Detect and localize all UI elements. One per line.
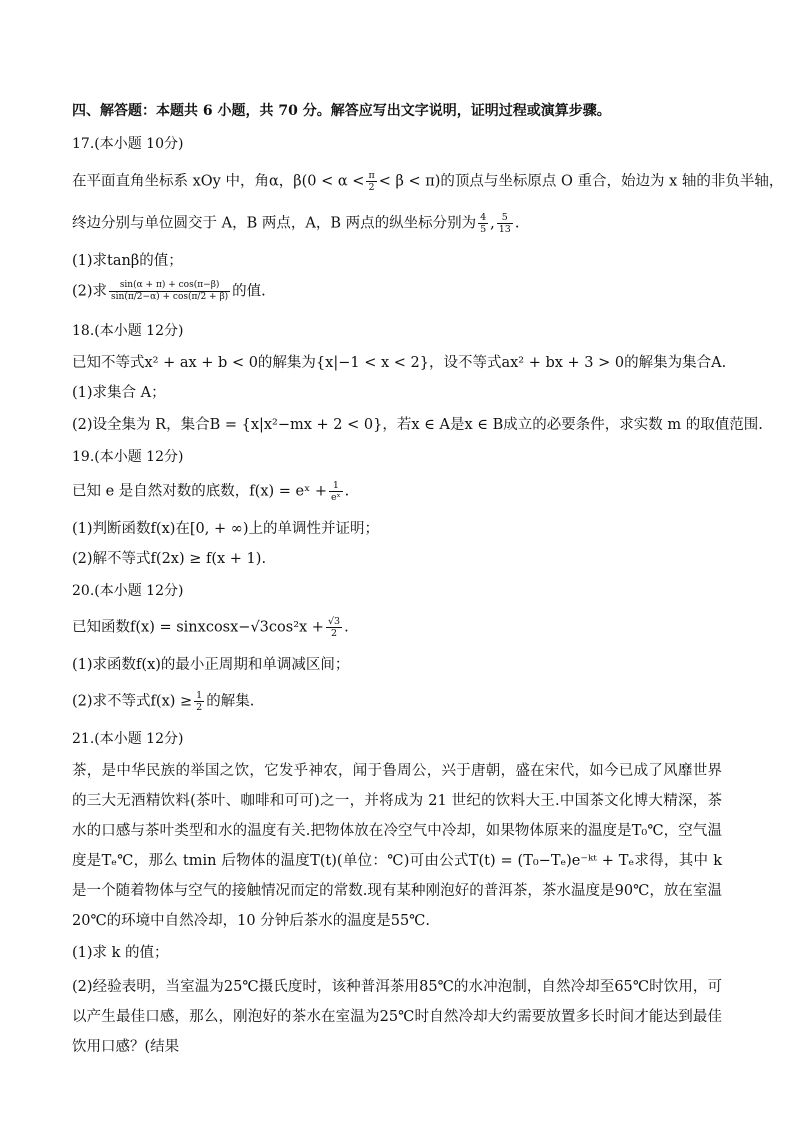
q17-part2: (2)求 $\frac{\sin(\alpha + \pi) + \cos(\pi-\beta)}{\sin(\pi/2-\alpha) + \cos(\pi/2 + \beta)}$ 的值. <box>72 280 266 302</box>
q17-frac-4-5: $\frac{4}{5}$ <box>480 212 487 235</box>
q19-title: 19.(本小题 12分) <box>72 449 184 465</box>
q20-frac-sqrt3-over-2: $\frac{√3}{2}$ <box>327 616 341 639</box>
q19-frac-1-over-ex: $\frac{1}{\text{eˣ}}$ <box>331 480 341 503</box>
q21-paragraph: 茶，是中华民族的举国之饮，它发乎神农，闻于鲁周公，兴于唐朝，盛在宋代，如今已成了风靡世界的三大无酒精饮料(茶叶、咖啡和可可)之一，并将成为 21 世纪的饮料大王.中国茶文化博大精深，茶水的口感与茶叶类型和水的温度有关.把物体放在冷空气中冷却，如果物体原来的温度是T₀℃，空气温度是Tₑ℃，那么 tmin 后物体的温度T(t)(单位：℃)可由公式T(t) = (T₀−Tₑ)e⁻ᵏᵗ + Tₑ求得，其中 k 是一个随着物体与空气的接触情况而定的常数.现有某种刚泡好的普洱茶，茶水温度是90℃，放在室温20℃的环境中自然冷却，10 分钟后茶水的温度是55℃. <box>72 763 722 929</box>
q19-line1: 已知 e 是自然对数的底数，f(x) = eˣ + $\frac{1}{\text{eˣ}}$ . <box>72 480 350 503</box>
q17-part2-fraction: $\frac{\sin(\alpha + \pi) + \cos(\pi-\beta)}{\sin(\pi/2-\alpha) + \cos(\pi/2 + \beta)}$ <box>111 280 229 302</box>
q18-line1: 已知不等式x² + ax + b < 0的解集为{x|−1 < x < 2}，设不等式ax² + bx + 3 > 0的解集为集合A. <box>72 355 727 371</box>
q21-title: 21.(本小题 12分) <box>72 731 184 747</box>
q19-part2: (2)解不等式f(2x) ≥ f(x + 1). <box>72 551 267 567</box>
q21-part2: (2)经验表明，当室温为25℃摄氏度时，该种普洱茶用85℃的水冲泡制，自然冷却至65℃时饮用，可以产生最佳口感，那么，刚泡好的茶水在室温为25℃时自然冷却大约需要放置多长时间才能达到最佳饮用口感？(结果 <box>72 979 722 1055</box>
q19-part1: (1)判断函数f(x)在[0, + ∞)上的单调性并证明； <box>72 521 379 537</box>
q17-frac-pi-over-2: $\frac{\pi}{2}$ <box>368 170 375 193</box>
q17-title: 17.(本小题 10分) <box>72 136 184 152</box>
q20-title: 20.(本小题 12分) <box>72 583 184 599</box>
q21-part1: (1)求 k 的值； <box>72 945 169 961</box>
q18-part2: (2)设全集为 R，集合B = {x|x²−mx + 2 < 0}，若x ∈ A是x ∈ B成立的必要条件，求实数 m 的取值范围. <box>72 417 763 433</box>
q17-line1: 在平面直角坐标系 xOy 中，角α，β(0 < α < $\frac{\pi}{2}$ < β < π)的顶点与坐标原点 O 重合，始边为 x 轴的非负半轴， <box>72 170 784 193</box>
q20-part1: (1)求函数f(x)的最小正周期和单调减区间； <box>72 657 350 673</box>
q17-line2: 终边分别与单位圆交于 A，B 两点，A，B 两点的纵坐标分别为 $\frac{4}{5}$ , $\frac{5}{13}$ . <box>72 212 520 235</box>
q17-frac-5-13: $\frac{5}{13}$ <box>498 212 511 235</box>
q20-frac-1-over-2: $\frac{1}{2}$ <box>196 690 203 713</box>
q20-part2: (2)求不等式f(x) ≥ $\frac{1}{2}$ 的解集. <box>72 690 255 713</box>
q17-part1: (1)求tanβ的值； <box>72 253 183 269</box>
section-header: 四、解答题：本题共 6 小题，共 70 分。解答应写出文字说明，证明过程或演算步骤。 <box>72 103 611 119</box>
q20-line1: 已知函数f(x) = sinxcosx−√3cos²x + $\frac{√3}{2}$ . <box>72 616 349 639</box>
q18-part1: (1)求集合 A； <box>72 385 166 401</box>
q18-title: 18.(本小题 12分) <box>72 323 184 339</box>
